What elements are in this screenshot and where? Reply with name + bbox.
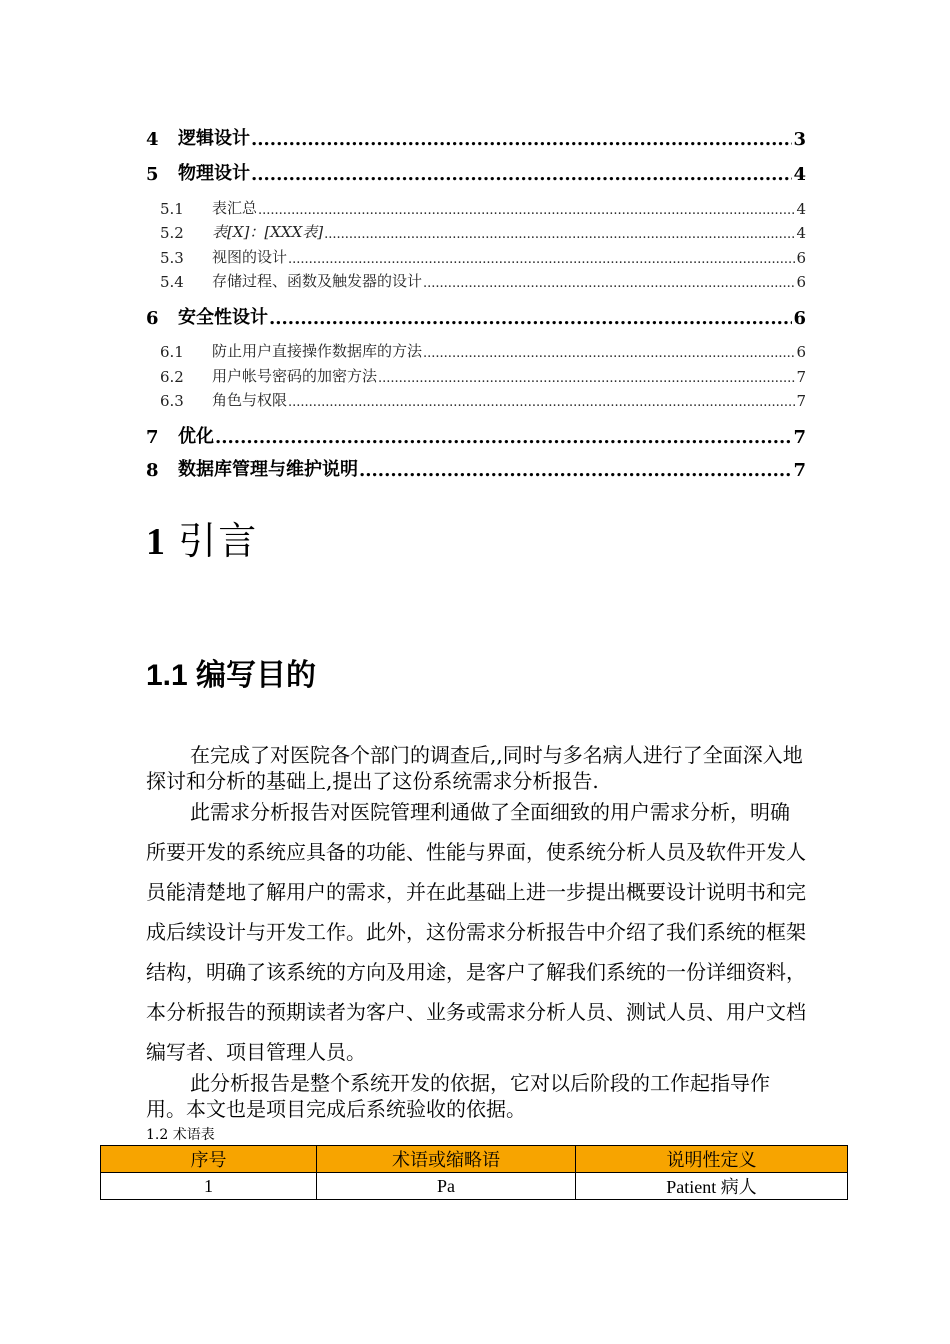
toc-entry-5[interactable]: [146, 159, 806, 185]
toc-page: 6: [796, 343, 806, 361]
toc-page: 6: [793, 308, 806, 329]
table-row: [101, 1173, 848, 1200]
toc-title: 角色与权限: [212, 391, 288, 409]
paragraph-purpose: 此需求分析报告对医院管理利通做了全面细致的用户需求分析，明确所要开发的系统应具备的功能、性能与界面，使系统分析人员及软件开发人员能清楚地了解用户的需求，并在此基础上进一步提出概要设计说明书和完成后续设计与开发工作。此外，这份需求分析报告中介绍了我们系统的框架结构，明确了该系统的方向及用途，是客户了解我们系统的一份详细资料，本分析报告的预期读者为客户、业务或需求分析人员、测试人员、用户文档编写者、项目管理人员。: [146, 800, 806, 1064]
toc-title: 用户帐号密码的加密方法: [212, 367, 378, 385]
toc-number: 5.4: [160, 273, 184, 291]
toc-leader: [288, 395, 795, 410]
toc-leader: [359, 460, 792, 481]
toc-title: 存储过程、函数及触发器的设计: [212, 272, 423, 290]
toc-leader: [423, 346, 795, 361]
toc-leader: [288, 252, 795, 267]
toc-number: 6: [146, 308, 159, 329]
toc-entry-8[interactable]: [146, 455, 806, 481]
toc-number: 7: [146, 427, 159, 448]
toc-entry-5-2[interactable]: [160, 220, 806, 242]
toc-number: 5.1: [160, 200, 184, 218]
toc-entry-4[interactable]: [146, 124, 806, 150]
column-header-definition: 说明性定义: [576, 1146, 848, 1173]
paragraph-intro: 在完成了对医院各个部门的调查后,,同时与多名病人进行了全面深入地探讨和分析的基础上,提出了这份系统需求分析报告.: [146, 743, 803, 793]
toc-number: 6.1: [160, 343, 184, 361]
toc-title: 视图的设计: [212, 248, 288, 266]
toc-entry-6-2[interactable]: [160, 364, 806, 386]
toc-number: 6.2: [160, 368, 184, 386]
toc-page: 3: [793, 129, 806, 150]
paragraph-basis: 此分析报告是整个系统开发的依据，它对以后阶段的工作起指导作用。本文也是项目完成后系统验收的依据。: [146, 1071, 770, 1121]
table-caption: 1.2 术语表: [146, 1127, 215, 1143]
toc-leader: [251, 164, 792, 185]
section-heading: 1.1 编写目的: [146, 659, 317, 692]
toc-leader: [258, 203, 795, 218]
toc-leader: [251, 129, 792, 150]
toc-page: 7: [796, 392, 806, 410]
toc-leader: [378, 371, 795, 386]
toc-page: 6: [796, 249, 806, 267]
toc-entry-6-3[interactable]: [160, 388, 806, 410]
toc-entry-5-4[interactable]: [160, 269, 806, 291]
toc-title: 逻辑设计: [178, 128, 250, 149]
toc-number: 4: [146, 129, 159, 150]
toc-number: 5.3: [160, 249, 184, 267]
toc-title: 物理设计: [178, 163, 250, 184]
column-header-term: 术语或缩略语: [317, 1146, 576, 1173]
toc-entry-5-1[interactable]: [160, 196, 806, 218]
cell-index: 1: [101, 1173, 317, 1200]
toc-title: 防止用户直接操作数据库的方法: [212, 342, 423, 360]
toc-page: 4: [796, 224, 806, 242]
toc-entry-5-3[interactable]: [160, 245, 806, 267]
toc-page: 7: [796, 368, 806, 386]
toc-title: 表[X]：[XXX表]: [212, 223, 324, 241]
cell-definition: Patient 病人: [576, 1173, 848, 1200]
toc-page: 6: [796, 273, 806, 291]
toc-title: 数据库管理与维护说明: [178, 459, 358, 480]
toc-entry-6[interactable]: [146, 303, 806, 329]
chapter-title: 引言: [178, 519, 259, 563]
toc-number: 6.3: [160, 392, 184, 410]
toc-number: 8: [146, 460, 159, 481]
toc-title: 表汇总: [212, 199, 258, 217]
toc-number: 5: [146, 164, 159, 185]
column-header-index: 序号: [101, 1146, 317, 1173]
toc-leader: [423, 276, 795, 291]
toc-number: 5.2: [160, 224, 184, 242]
toc-leader: [215, 427, 792, 448]
toc-title: 安全性设计: [178, 307, 268, 328]
toc-entry-6-1[interactable]: [160, 339, 806, 361]
toc-page: 4: [793, 164, 806, 185]
table-header-row: [101, 1146, 848, 1173]
toc-leader: [324, 227, 795, 242]
chapter-number: 1: [146, 521, 165, 563]
toc-entry-7[interactable]: [146, 422, 806, 448]
cell-term: Pa: [317, 1173, 576, 1200]
toc-page: 7: [793, 427, 806, 448]
toc-leader: [269, 308, 792, 329]
glossary-table: [100, 1145, 848, 1200]
toc-page: 7: [793, 460, 806, 481]
toc-title: 优化: [178, 426, 214, 447]
toc-page: 4: [796, 200, 806, 218]
chapter-heading: [146, 510, 258, 565]
